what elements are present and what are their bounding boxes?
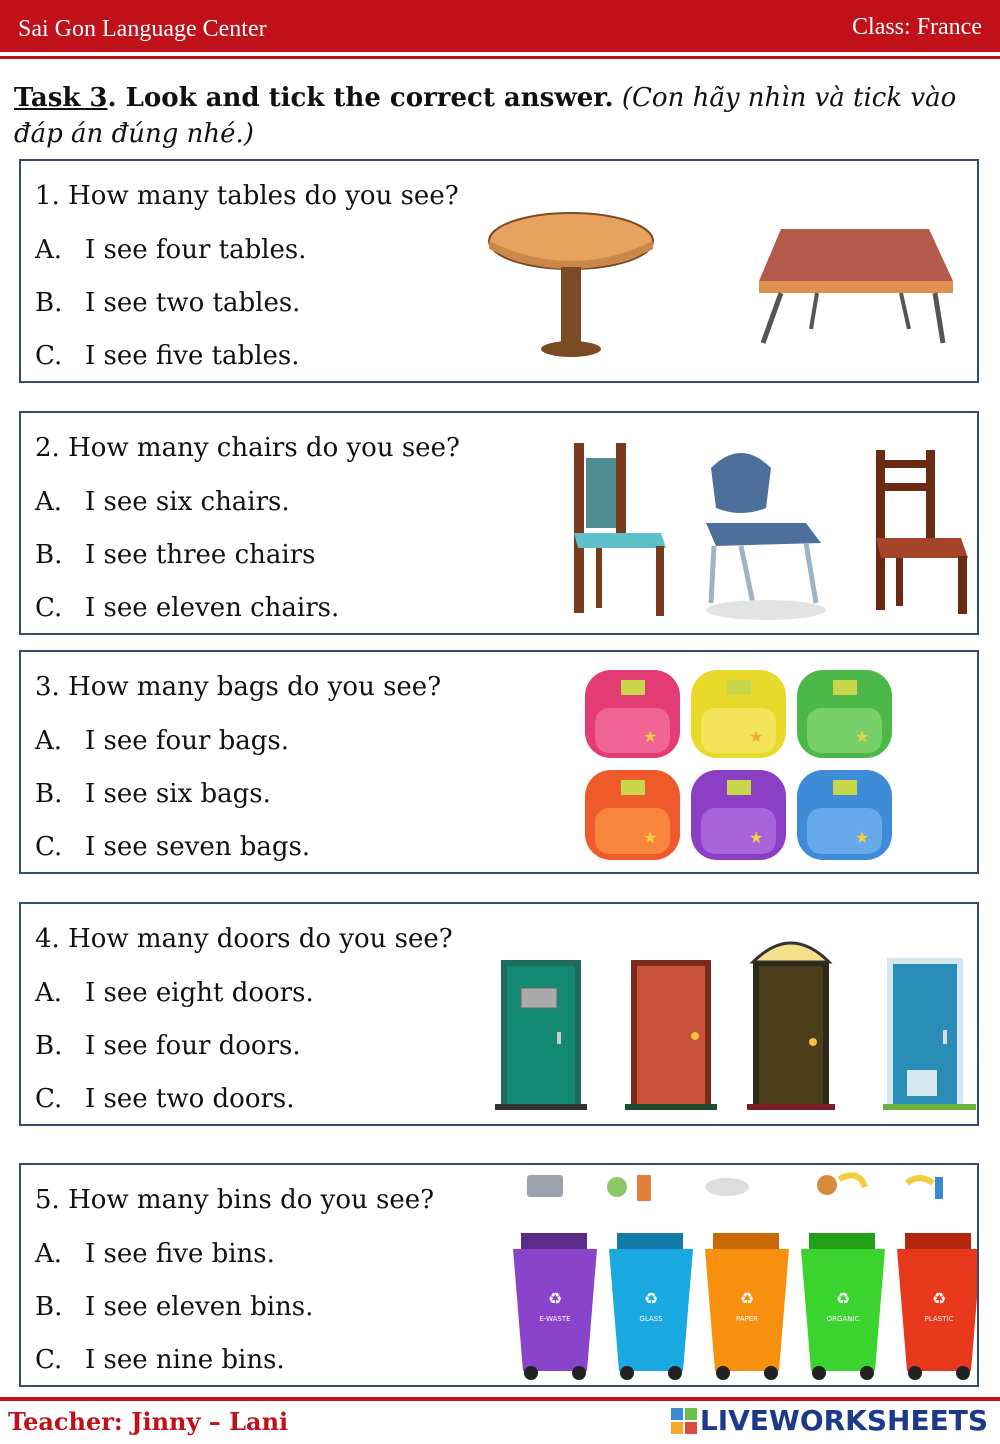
- answer-option-c[interactable]: C. I see five tables.: [35, 341, 300, 371]
- question-text: 2. How many chairs do you see?: [35, 433, 460, 463]
- header-divider: [0, 56, 1000, 59]
- question-box-1: [19, 159, 979, 383]
- green-bin: [801, 1233, 885, 1380]
- bin-label: E-WASTE: [539, 1315, 571, 1323]
- answer-option-a[interactable]: A. I see six chairs.: [35, 487, 290, 517]
- svg-text:♻: ♻: [835, 1289, 851, 1308]
- question-text: 3. How many bags do you see?: [35, 672, 442, 702]
- answer-option-c[interactable]: C. I see seven bags.: [35, 832, 311, 862]
- class-label: Class: France: [852, 14, 982, 40]
- answer-option-c[interactable]: C. I see eleven chairs.: [35, 593, 340, 623]
- bin-label: PAPER: [735, 1315, 759, 1323]
- answer-option-b[interactable]: B. I see six bags.: [35, 779, 271, 809]
- logo-text: LIVEWORKSHEETS: [699, 1404, 988, 1437]
- question-box-2: [19, 411, 979, 635]
- orange-bin: [705, 1233, 789, 1380]
- answer-option-b[interactable]: B. I see two tables.: [35, 288, 301, 318]
- yellow-backpack: [691, 670, 786, 758]
- bin-label: PLASTIC: [924, 1315, 954, 1323]
- liveworksheets-logo[interactable]: [671, 1404, 988, 1437]
- answer-option-a[interactable]: A. I see four tables.: [35, 235, 307, 265]
- red-door: [625, 960, 717, 1110]
- question-text: 1. How many tables do you see?: [35, 181, 459, 211]
- answer-option-c[interactable]: C. I see nine bins.: [35, 1345, 285, 1375]
- question-text: 5. How many bins do you see?: [35, 1185, 435, 1215]
- answer-option-a[interactable]: A. I see five bins.: [35, 1239, 275, 1269]
- orange-backpack: [585, 770, 680, 860]
- footer-divider: [0, 1397, 1000, 1401]
- task-instruction: . Look and tick the correct answer.: [107, 83, 614, 113]
- svg-text:★: ★: [643, 828, 658, 847]
- answer-option-b[interactable]: B. I see eleven bins.: [35, 1292, 314, 1322]
- trash-items: [527, 1175, 943, 1201]
- door-images: [491, 932, 976, 1117]
- task-label: Task 3: [14, 83, 108, 113]
- teacher-credit: Teacher: Jinny – Lani: [8, 1407, 289, 1436]
- purple-bin: [513, 1233, 597, 1380]
- question-box-4: [19, 902, 979, 1126]
- answer-option-a[interactable]: A. I see four bags.: [35, 726, 290, 756]
- round-table: [489, 213, 653, 357]
- svg-text:★: ★: [855, 727, 870, 746]
- blue-door: [883, 958, 976, 1110]
- pink-backpack: [585, 670, 680, 758]
- table-images: [481, 201, 961, 366]
- svg-text:♻: ♻: [547, 1289, 563, 1308]
- chair-images: [566, 438, 976, 628]
- recycling-bin-images: [487, 1169, 977, 1385]
- school-name: Sai Gon Language Center: [18, 16, 267, 42]
- answer-option-a[interactable]: A. I see eight doors.: [35, 978, 314, 1008]
- red-bin: [897, 1233, 977, 1380]
- blue-office-chair: [706, 453, 826, 620]
- blue-bin: [609, 1233, 693, 1380]
- arched-brown-door: [747, 943, 835, 1110]
- answer-option-b[interactable]: B. I see three chairs: [35, 540, 316, 570]
- svg-text:♻: ♻: [643, 1289, 659, 1308]
- svg-text:♻: ♻: [739, 1289, 755, 1308]
- svg-text:♻: ♻: [931, 1289, 947, 1308]
- green-backpack: [797, 670, 892, 758]
- header-bar: [0, 0, 1000, 52]
- answer-option-b[interactable]: B. I see four doors.: [35, 1031, 301, 1061]
- svg-text:★: ★: [855, 828, 870, 847]
- green-door: [495, 960, 587, 1110]
- rectangular-table: [759, 229, 953, 343]
- bin-label: ORGANIC: [826, 1315, 860, 1323]
- svg-text:★: ★: [749, 727, 764, 746]
- teal-wooden-chair: [574, 443, 666, 616]
- backpack-images: [573, 658, 918, 868]
- bin-label: GLASS: [639, 1315, 663, 1323]
- question-text: 4. How many doors do you see?: [35, 924, 453, 954]
- question-box-5: [19, 1163, 979, 1387]
- question-box-3: [19, 650, 979, 874]
- purple-backpack: [691, 770, 786, 860]
- liveworksheets-icon: [671, 1408, 697, 1434]
- svg-text:★: ★: [643, 727, 658, 746]
- svg-text:★: ★: [749, 828, 764, 847]
- task-translation: (Con hãy nhìn và tick vào đáp án đúng nhé.): [14, 83, 957, 149]
- task-title: [14, 80, 974, 152]
- brown-wooden-chair: [876, 450, 968, 614]
- blue-backpack: [797, 770, 892, 860]
- answer-option-c[interactable]: C. I see two doors.: [35, 1084, 295, 1114]
